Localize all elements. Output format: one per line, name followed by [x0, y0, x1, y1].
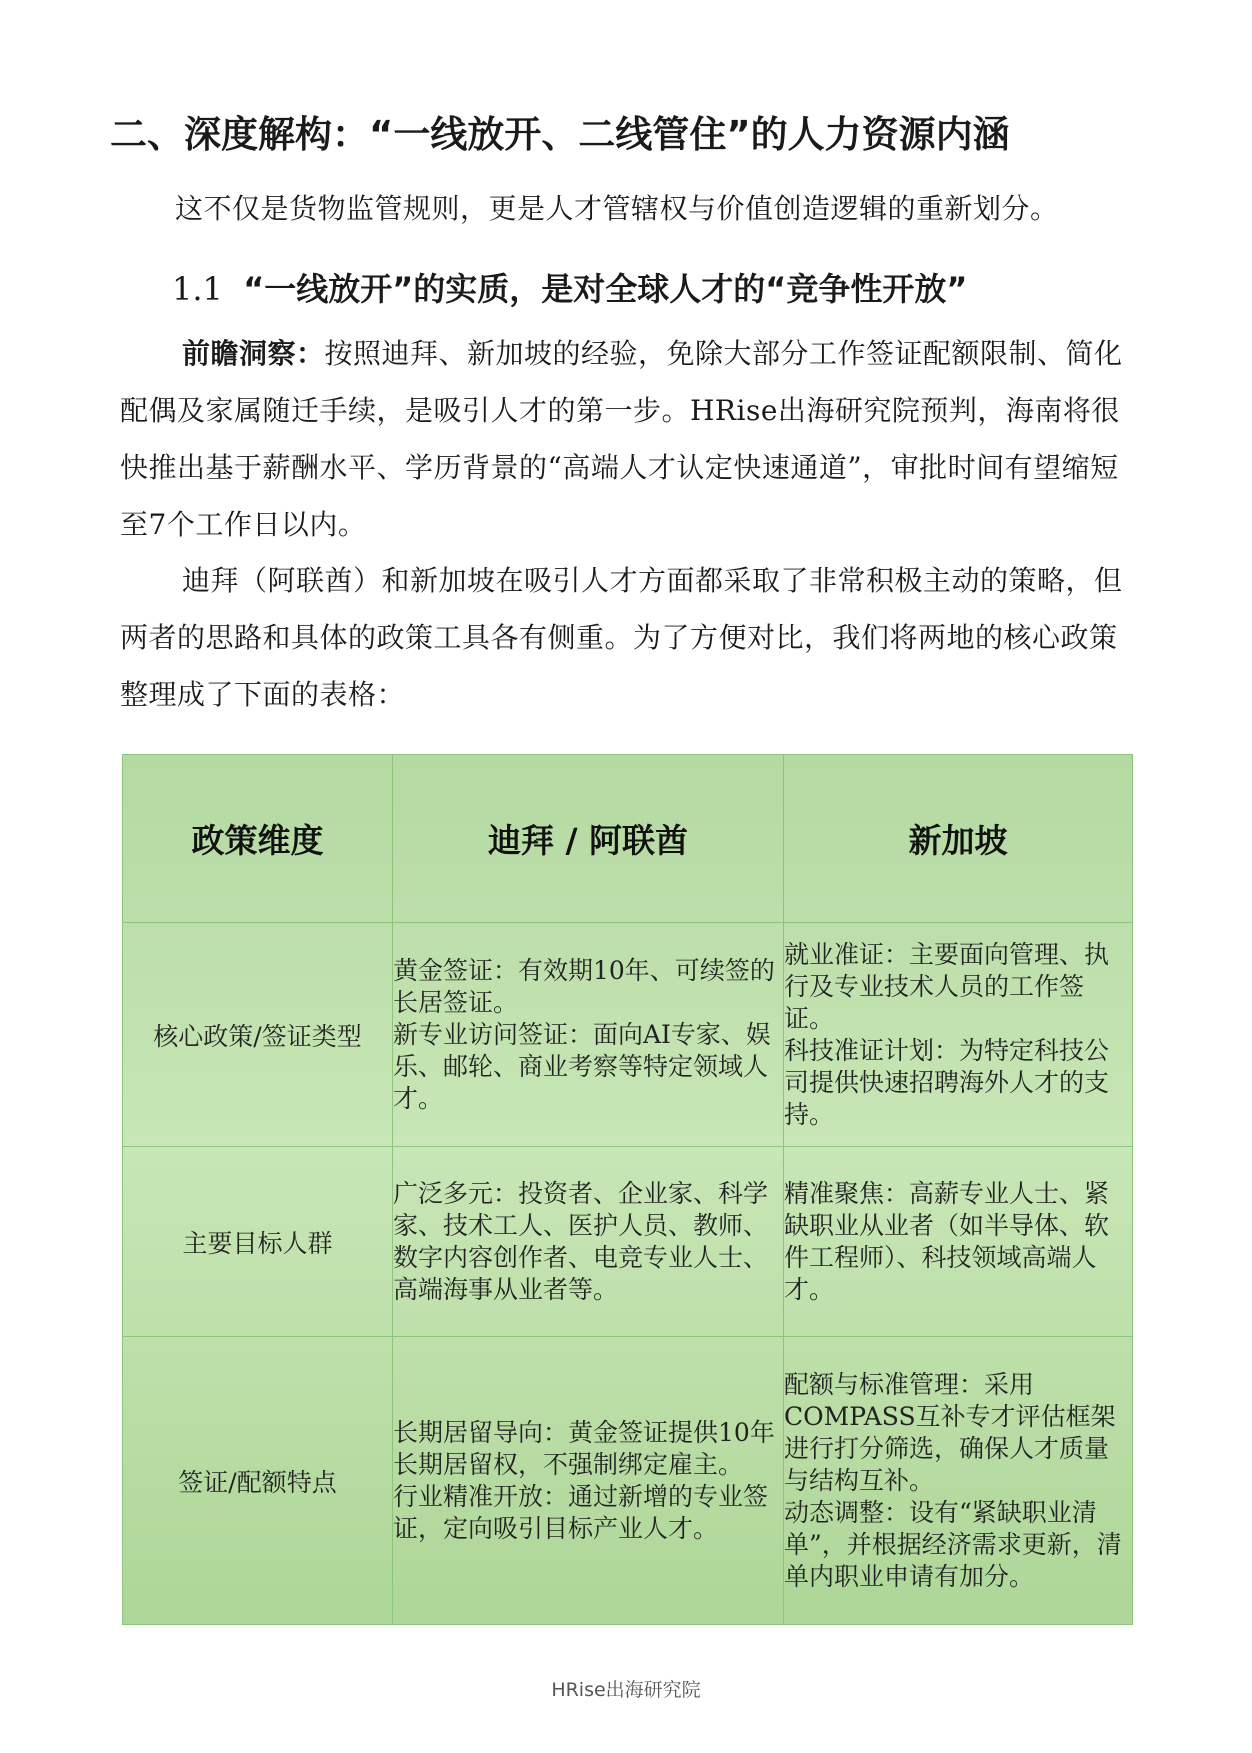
- cell-line: 就业准证：主要面向管理、执行及专业技术人员的工作签证。: [784, 939, 1110, 1033]
- table-header-singapore: 新加坡: [784, 755, 1133, 923]
- cell-line: 黄金签证：有效期10年、可续签的长居签证。: [393, 955, 775, 1017]
- cell-line: 精准聚焦：高薪专业人士、紧缺职业从业者（如半导体、软件工程师）、科技领域高端人才。: [784, 1178, 1110, 1304]
- insight-body: 按照迪拜、新加坡的经验，免除大部分工作签证配额限制、简化配偶及家属随迁手续，是吸引人才的第一步。HRise出海研究院预判，海南将很快推出基于薪酬水平、学历背景的“高端人才认定快速通道”，审批时间有望缩短至7个工作日以内。: [120, 337, 1123, 541]
- insight-paragraph: [120, 325, 1140, 553]
- table-cell-dimension: 核心政策/签证类型: [123, 923, 393, 1147]
- table-row: [123, 1337, 1133, 1625]
- page-footer: HRise出海研究院: [551, 1679, 701, 1701]
- subsection-number: 1.1: [172, 270, 223, 308]
- intro-paragraph: 这不仅是货物监管规则，更是人才管辖权与价值创造逻辑的重新划分。: [175, 192, 1059, 225]
- table-cell-singapore: [784, 1147, 1133, 1337]
- insight-lead: 前瞻洞察：: [182, 337, 325, 370]
- comparison-intro-paragraph: 迪拜（阿联酋）和新加坡在吸引人才方面都采取了非常积极主动的策略，但两者的思路和具体的政策工具各有侧重。为了方便对比，我们将两地的核心政策整理成了下面的表格：: [120, 564, 1123, 711]
- subsection-title: “一线放开”的实质，是对全球人才的“竞争性开放”: [243, 270, 968, 308]
- cell-line: 新专业访问签证：面向AI专家、娱乐、邮轮、商业考察等特定领域人才。: [393, 1019, 771, 1113]
- cell-line: 科技准证计划：为特定科技公司提供快速招聘海外人才的支持。: [784, 1035, 1110, 1129]
- cell-line: 广泛多元：投资者、企业家、科学家、技术工人、医护人员、教师、数字内容创作者、电竞专业人士、高端海事从业者等。: [393, 1178, 769, 1304]
- cell-line: 动态调整：设有“紧缺职业清单”，并根据经济需求更新，清单内职业申请有加分。: [784, 1497, 1122, 1591]
- table-cell-dubai: [393, 1337, 784, 1625]
- table-cell-dubai: [393, 1147, 784, 1337]
- table-cell-dubai: [393, 923, 784, 1147]
- table-cell-singapore: [784, 1337, 1133, 1625]
- policy-comparison-table: [122, 754, 1133, 1625]
- table-header-dubai: 迪拜 / 阿联酋: [393, 755, 784, 923]
- table-header-dimension: 政策维度: [123, 755, 393, 923]
- cell-line: 行业精准开放：通过新增的专业签证，定向吸引目标产业人才。: [393, 1481, 769, 1543]
- table-row: [123, 1147, 1133, 1337]
- cell-line: 配额与标准管理：采用COMPASS互补专才评估框架进行打分筛选，确保人才质量与结构互补。: [784, 1369, 1116, 1495]
- cell-line: 长期居留导向：黄金签证提供10年长期居留权，不强制绑定雇主。: [393, 1417, 775, 1479]
- table-cell-singapore: [784, 923, 1133, 1147]
- table-cell-dimension: 签证/配额特点: [123, 1337, 393, 1625]
- section-heading: 二、深度解构：“一线放开、二线管住”的人力资源内涵: [110, 113, 1010, 156]
- table-header-row: [123, 755, 1133, 923]
- subsection-heading: [172, 265, 1152, 313]
- table-row: [123, 923, 1133, 1147]
- table-cell-dimension: 主要目标人群: [123, 1147, 393, 1337]
